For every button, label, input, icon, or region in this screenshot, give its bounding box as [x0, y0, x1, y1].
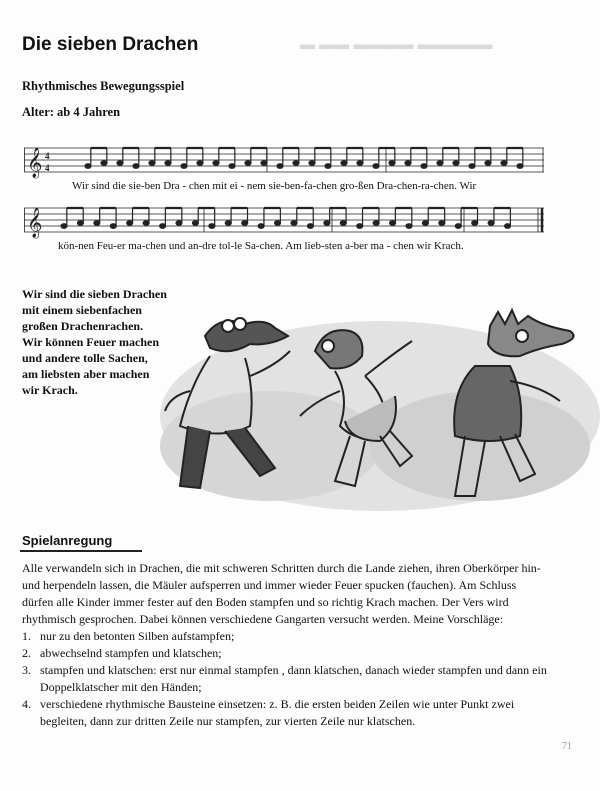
note-head	[488, 221, 494, 226]
bleed-through-text: ▬ ▬▬ ▬▬▬▬ ▬▬▬▬▬	[300, 36, 493, 53]
note-head	[160, 224, 166, 229]
note-head	[242, 221, 248, 226]
note-head	[324, 221, 330, 226]
page-title: Die sieben Drachen	[22, 34, 199, 55]
list-item	[22, 662, 550, 696]
note-head	[373, 221, 379, 226]
svg-text:𝄞: 𝄞	[27, 208, 43, 238]
instructions-paragraph: Alle verwandeln sich in Drachen, die mit schweren Schritten durch die Lande ziehen, ihren Oberkörper hin- und herpendeln lassen, die Mäuler aufsperren und immer wieder Feuer spucken (fauchen). Am Schluss dürfen alle Kinder immer fester auf den Boden stampfen und so richtig Krach machen. Der Vers wird rhythmisch gesprochen. Dabei können verschiedene Gangarten versucht werden. Meine Vorschläge:	[22, 561, 541, 626]
note-head	[192, 221, 198, 226]
note-head	[389, 161, 395, 166]
note-head	[165, 161, 171, 166]
note-head	[505, 224, 511, 229]
note-head	[453, 161, 459, 166]
staff-lines-1	[24, 140, 544, 180]
note-head	[341, 161, 347, 166]
section-heading: Spielanregung	[22, 533, 113, 548]
note-head	[245, 161, 251, 166]
list-item-text: abwechselnd stampfen und klatschen;	[40, 646, 222, 660]
poem-line: Wir können Feuer machen	[22, 335, 160, 349]
list-item	[22, 645, 550, 662]
note-head	[340, 221, 346, 226]
poem-text	[22, 286, 167, 398]
note-head	[209, 224, 215, 229]
poem-line: großen Drachenrachen.	[22, 319, 144, 333]
note-head	[117, 161, 123, 166]
note-head	[517, 164, 523, 169]
note-head	[422, 221, 428, 226]
note-head	[309, 161, 315, 166]
note-head	[77, 221, 83, 226]
poem-line: wir Krach.	[22, 383, 78, 397]
staff-lines-2	[24, 200, 544, 240]
list-item-number: 1.	[22, 629, 31, 643]
lyrics-line-2: kön-nen Feu-er ma-chen und an-dre tol-le Sa-chen. Am lieb-sten a-ber ma - chen wir Krach.	[58, 240, 464, 252]
note-head	[373, 164, 379, 169]
note-head	[213, 161, 219, 166]
list-item-text: nur zu den betonten Silben aufstampfen;	[40, 629, 235, 643]
svg-text:4: 4	[45, 151, 50, 161]
note-head	[61, 224, 67, 229]
note-head	[291, 221, 297, 226]
note-head	[176, 221, 182, 226]
poem-line: am liebsten aber machen	[22, 367, 150, 381]
svg-text:𝄞: 𝄞	[27, 148, 43, 178]
age-label: Alter: ab 4 Jahren	[22, 105, 121, 119]
note-head	[143, 221, 149, 226]
list-item	[22, 628, 550, 645]
poem-line: Wir sind die sieben Drachen	[22, 287, 167, 301]
note-head	[197, 161, 203, 166]
note-head	[261, 161, 267, 166]
note-head	[437, 161, 443, 166]
subtitle: Rhythmisches Bewegungsspiel	[22, 79, 185, 93]
list-item-number: 3.	[22, 663, 31, 677]
note-head	[469, 164, 475, 169]
note-head	[277, 164, 283, 169]
note-head	[406, 224, 412, 229]
list-item	[22, 696, 550, 730]
svg-text:4: 4	[45, 163, 50, 173]
section-underline	[20, 550, 142, 552]
note-head	[501, 161, 507, 166]
note-head	[85, 164, 91, 169]
note-head	[421, 164, 427, 169]
instructions-text	[22, 560, 550, 730]
note-head	[472, 221, 478, 226]
note-head	[325, 164, 331, 169]
page-number: 71	[562, 741, 572, 752]
poem-line: mit einem siebenfachen	[22, 303, 142, 317]
note-head	[405, 161, 411, 166]
lyrics-line-1: Wir sind die sie-ben Dra - chen mit ei - nem sie-ben-fa-chen gro-ßen Dra-chen-ra-chen. Wir	[72, 180, 477, 192]
list-item-number: 4.	[22, 697, 31, 711]
list-item-number: 2.	[22, 646, 31, 660]
note-head	[390, 221, 396, 226]
note-head	[307, 224, 313, 229]
note-head	[127, 221, 133, 226]
note-head	[293, 161, 299, 166]
note-head	[357, 224, 363, 229]
list-item-text: verschiedene rhythmische Bausteine einsetzen: z. B. die ersten beiden Zeilen wie unter Punkt zwei begleiten, dann zur dritten Zeile nur stampfen, zur vierten Zeile nur klatschen.	[40, 697, 515, 728]
note-head	[101, 161, 107, 166]
note-head	[225, 221, 231, 226]
dragons-illustration	[150, 296, 600, 516]
note-head	[485, 161, 491, 166]
music-staff-2	[24, 200, 544, 256]
music-staff-1	[24, 140, 544, 196]
poem-line: und andere tolle Sachen,	[22, 351, 148, 365]
list-item-text: stampfen und klatschen: erst nur einmal stampfen , dann klatschen, danach wieder stampfen und dann ein Doppelklatscher mit den Händen;	[40, 663, 547, 694]
note-head	[439, 221, 445, 226]
note-head	[110, 224, 116, 229]
note-head	[229, 164, 235, 169]
note-head	[357, 161, 363, 166]
note-head	[258, 224, 264, 229]
note-head	[133, 164, 139, 169]
note-head	[149, 161, 155, 166]
note-head	[94, 221, 100, 226]
note-head	[455, 224, 461, 229]
note-head	[181, 164, 187, 169]
note-head	[275, 221, 281, 226]
